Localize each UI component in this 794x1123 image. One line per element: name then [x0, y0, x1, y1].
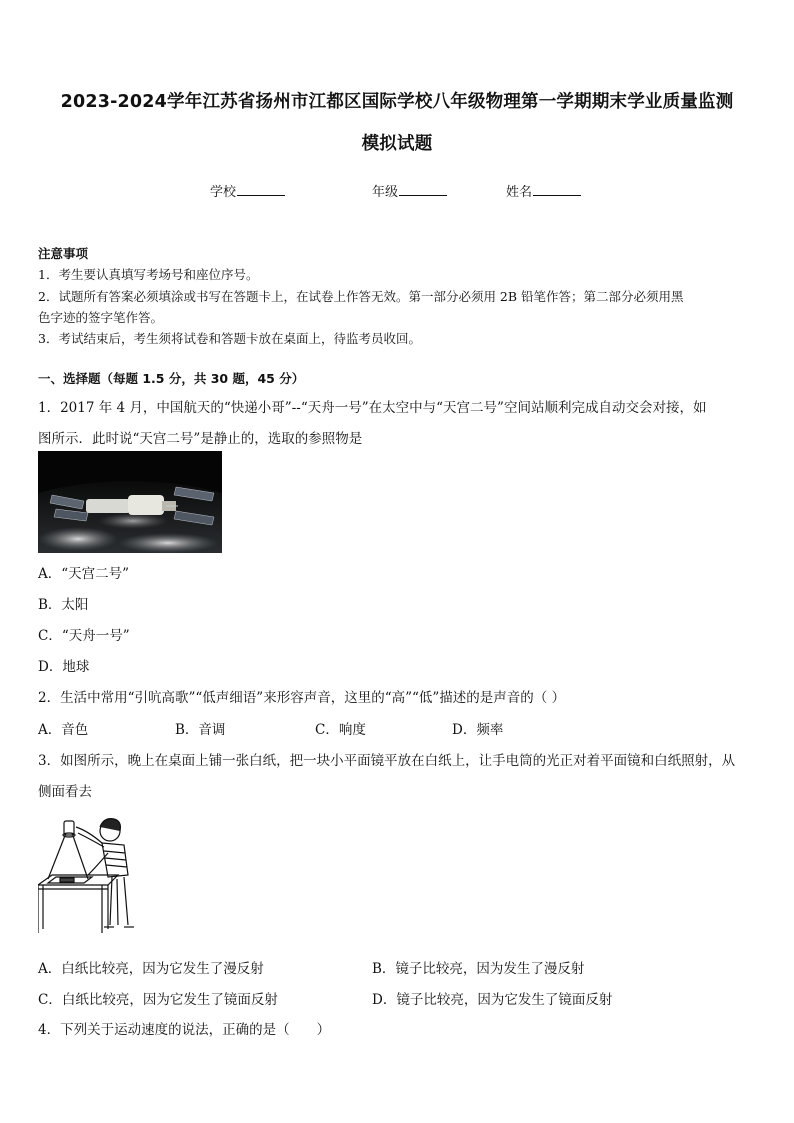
section-heading: 一、选择题（每题 1.5 分，共 30 题，45 分）	[38, 371, 305, 386]
name-field[interactable]	[506, 181, 581, 200]
flashlight-mirror-illustration	[38, 813, 148, 935]
experiment-drawing	[38, 813, 148, 935]
school-blank[interactable]	[237, 183, 285, 196]
q2-option-b[interactable]: B．音调	[175, 722, 226, 738]
q1-option-b[interactable]: B．太阳	[38, 597, 89, 613]
grade-field[interactable]	[372, 181, 447, 200]
grade-blank[interactable]	[399, 183, 447, 196]
note-item: 1．考生要认真填写考场号和座位序号。	[38, 267, 259, 282]
q2-options	[38, 718, 758, 738]
note-item: 3．考试结束后，考生须将试卷和答题卡放在桌面上，待监考员收回。	[38, 331, 421, 346]
grade-label: 年级	[372, 185, 399, 200]
q2-option-a[interactable]: A．音色	[38, 722, 89, 738]
q3-option-d[interactable]: D．镜子比较亮，因为它发生了镜面反射	[372, 992, 613, 1008]
exam-title-line2: 模拟试题	[361, 134, 433, 154]
q1-option-c[interactable]: C．“天舟一号”	[38, 628, 130, 644]
q3-options-row1	[38, 957, 758, 977]
school-label: 学校	[210, 185, 237, 200]
q3-option-a[interactable]: A．白纸比较亮，因为它发生了漫反射	[38, 961, 264, 977]
question-3-text-cont: 侧面看去	[38, 784, 92, 800]
name-label: 姓名	[506, 185, 533, 200]
name-blank[interactable]	[533, 183, 581, 196]
question-2-text: 2．生活中常用“引吭高歌”“低声细语”来形容声音，这里的“高”“低”描述的是声音的（ ）	[38, 690, 566, 706]
question-1-text-cont: 图所示．此时说“天宫二号”是静止的，选取的参照物是	[38, 431, 363, 447]
q3-option-b[interactable]: B．镜子比较亮，因为发生了漫反射	[372, 961, 585, 977]
space-station-photo	[38, 451, 222, 553]
school-field[interactable]	[210, 181, 285, 200]
question-3-text: 3．如图所示，晚上在桌面上铺一张白纸，把一块小平面镜平放在白纸上，让手电筒的光正对着平面镜和白纸照射，从	[38, 753, 736, 769]
note-item: 色字迹的签字笔作答。	[38, 310, 164, 325]
note-item: 2．试题所有答案必须填涂或书写在答题卡上，在试卷上作答无效。第一部分必须用 2B 铅笔作答；第二部分必须用黑	[38, 289, 684, 304]
exam-title-line1: 2023-2024学年江苏省扬州市江都区国际学校八年级物理第一学期期末学业质量监测	[60, 92, 734, 112]
notes-heading: 注意事项	[38, 246, 89, 261]
q3-options-row2	[38, 988, 758, 1008]
q1-option-d[interactable]: D．地球	[38, 659, 90, 675]
q3-option-c[interactable]: C．白纸比较亮，因为它发生了镜面反射	[38, 992, 278, 1008]
question-4-text: 4．下列关于运动速度的说法，正确的是（ ）	[38, 1022, 331, 1038]
q2-option-c[interactable]: C．响度	[315, 722, 366, 738]
question-1-text: 1．2017 年 4 月，中国航天的“快递小哥”--“天舟一号”在太空中与“天宫二号”空间站顺利完成自动交会对接，如	[38, 400, 707, 416]
space-station-image	[38, 451, 222, 553]
q1-option-a[interactable]: A．“天宫二号”	[38, 566, 130, 582]
q2-option-d[interactable]: D．频率	[452, 722, 504, 738]
